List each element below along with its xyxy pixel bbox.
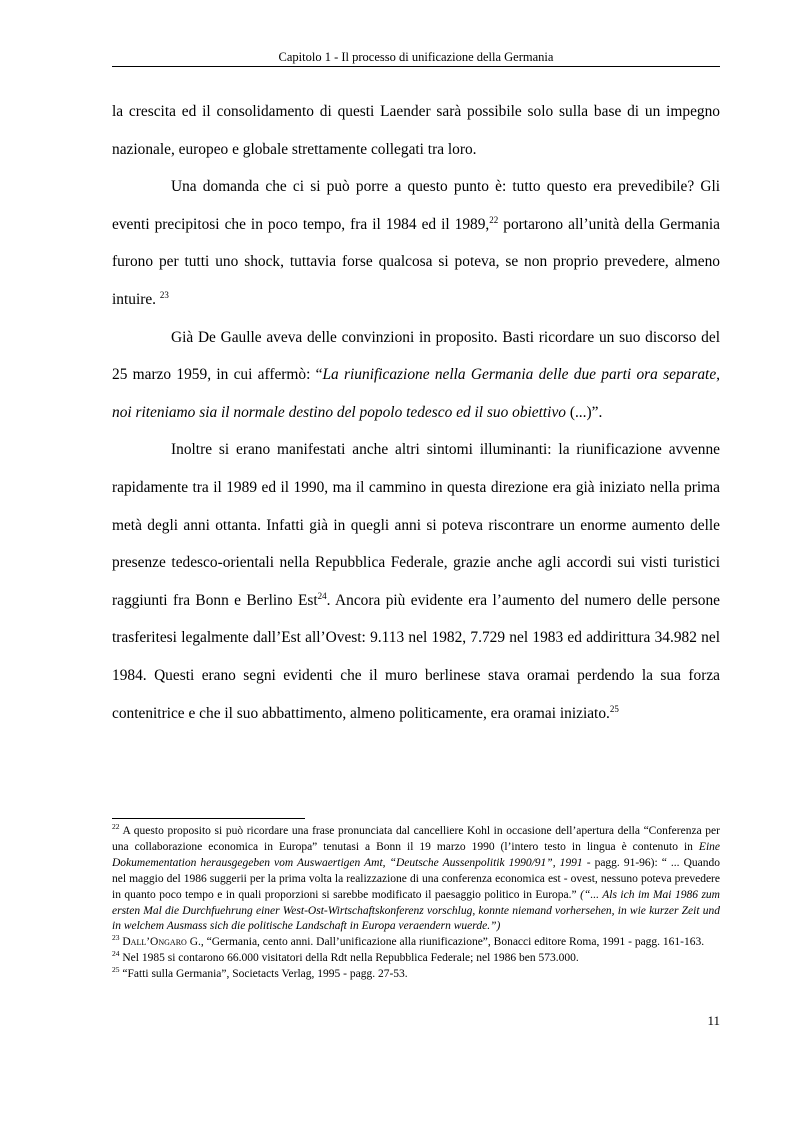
paragraph-4-text-a: Inoltre si erano manifestati anche altri sintomi illuminanti: la riunificazione avvenne rapidamente tra il 1989 ed il 1990, ma il cammino in questa direzione era già iniziato nella prima metà degli anni ottanta. Infatti già in quegli anni si poteva riscontrare un enorme aumento delle presenze tedesco-orientali nella Repubblica Federale, grazie anche agli accordi sui visti turistici raggiunti fra Bonn e Berlino Est [112,441,720,609]
footnote-ref-25: 25 [609,703,619,714]
footnotes [112,824,720,983]
footnote-23-author: Dall’Ongaro [119,936,187,949]
footnote-22-text-b: - pagg. 91-96): “ ... Quando nel maggio del 1986 suggerii per la prima volta la realizzazione di una conferenza economica est - ovest, nessuno poteva prevedere in quanto poco tempo e in quali proporzioni si sarebbe modificato il paesaggio politico in Europa.” [112,856,720,901]
paragraph-3-text-a: Già De Gaulle aveva delle convinzioni in proposito. Basti ricordare un suo discorso del 25 marzo 1959, in cui affermò: “ [112,328,720,384]
footnote-ref-24: 24 [317,590,327,601]
footnote-23-text: G., “Germania, cento anni. Dall’unificazione alla riunificazione”, Bonacci editore Roma, 1991 - pagg. 161-163. [186,936,705,949]
footnote-ref-22: 22 [489,214,499,225]
footnote-23 [112,935,720,951]
running-header: Capitolo 1 - Il processo di unificazione della Germania [278,50,554,64]
footnote-25-number: 25 [112,965,120,975]
footnote-separator [112,818,305,819]
footnote-24 [112,951,720,967]
footnote-22-text-a: A questo proposito si può ricordare una frase pronunciata dal cancelliere Kohl in occasione dell’apertura della “Conferenza per una collaborazione economica in Europa” tenutasi a Bonn il 19 marzo 1990 (l’intero testo in lingua è contenuto in [112,825,720,853]
footnote-ref-23: 23 [159,289,169,300]
footnote-24-number: 24 [112,949,120,959]
footnote-25 [112,967,720,983]
main-text [112,93,720,732]
footnote-25-text: “Fatti sulla Germania”, Societacts Verlag, 1995 - pagg. 27-53. [119,968,408,981]
de-gaulle-quote: La riunificazione nella Germania delle due parti ora separate, noi riteniamo sia il normale destino del popolo tedesco ed il suo obiettivo [112,366,721,421]
footnote-24-text: Nel 1985 si contarono 66.000 visitatori della Rdt nella Repubblica Federale; nel 1986 ben 573.000. [119,952,579,965]
paragraph-4 [112,431,720,732]
paragraph-2-text-a: Una domanda che ci si può porre a questo punto è: tutto questo era prevedibile? Gli eventi precipitosi che in poco tempo, fra il 1984 ed il 1989, [112,178,720,233]
footnote-23-number: 23 [112,933,120,943]
footnote-22-number: 22 [112,822,120,832]
paragraph-2-text-b: portarono all’unità della Germania furono per tutti uno shock, tuttavia forse qualcosa si poteva, se non proprio prevedere, almeno intuire. [112,215,720,308]
header-divider [112,66,720,67]
paragraph-1: la crescita ed il consolidamento di questi Laender sarà possibile solo sulla base di un impegno nazionale, europeo e globale strettamente collegati tra loro. [112,103,720,158]
footnote-22-italic-2: (“... Als ich im Mai 1986 zum ersten Mal die Durchfuehrung einer West-Ost-Wirtschaftskonferenz vorschlug, konnte niemand vorhersehen, in wie kurzer Zeit und in welchem Ausmass sich die politische Landschaft in Europa veraendern wuerde.”) [112,888,720,933]
paragraph-3 [112,319,720,432]
paragraph-4-text-b: . Ancora più evidente era l’aumento del numero delle persone trasferitesi legalmente dall’Est all’Ovest: 9.113 nel 1982, 7.729 nel 1983 ed addirittura 34.982 nel 1984. Questi erano segni evidenti che il muro berlinese stava oramai perdendo la sua forza contenitrice e che il suo abbattimento, almeno politicamente, era oramai iniziato. [112,591,720,722]
page-number: 11 [707,1013,720,1028]
footnote-22-italic-1: Eine Dokumementation herausgegeben vom Auswaertigen Amt, “Deutsche Aussenpolitik 1990/91”, 1991 [112,840,720,869]
paragraph-2 [112,168,720,318]
footnote-22 [112,824,720,935]
paragraph-3-text-b: (...)”. [565,403,603,421]
